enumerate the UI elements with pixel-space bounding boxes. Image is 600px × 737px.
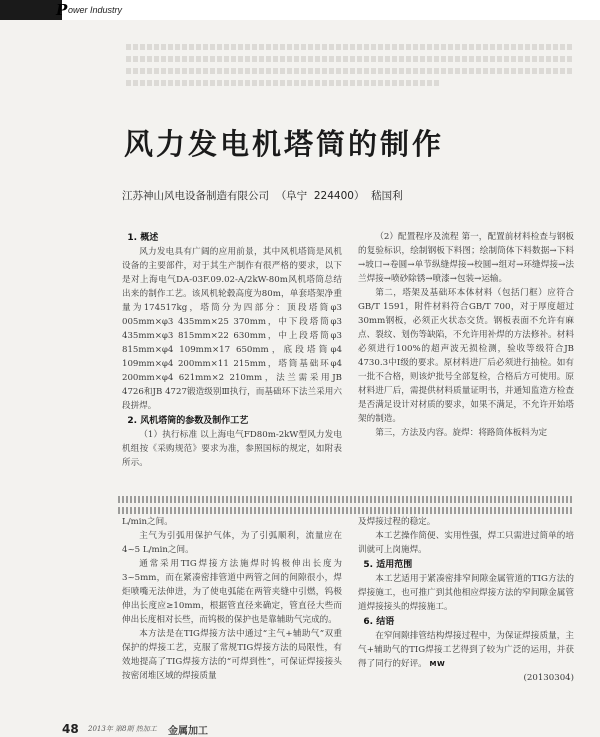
paragraph-tig-electrode: 通常采用TIG焊接方法施焊时钨极伸出长度为3~5mm，而在紧凑密排管道中两管之间的间隙很小，焊炬喷嘴无法伸进，为了使电弧能在两管夹缝中引燃，钨极伸出长度应≥10mm，根据管直径来确定，管直径大些而伸出长度相对长些，而钨极的保护也是靠辅助气完成的。 [122, 559, 342, 625]
paragraph-materials: 第二，塔架及基础环本体材料（包括门框）应符合GB/T 1591，附件材料符合GB/T 700，对于厚度超过30mm钢板，必须正火状态交货。钢板表面不允许有麻点、裂纹、划伤等缺陷，不允许用补焊的方法修补。材料必须进行100%的超声波无损检测，验收等级符合JB 4730.3中Ⅰ级的要求。原材料进厂后必须进行抽检。如有一批不合格，则该炉批号全部复检，合格后方可使用。原材料进厂后，需提供材料质量证明书，并通知监造方检查是否满足设计对材质的要求，如果不满足，不允许开始塔架的制造。 [358, 288, 574, 424]
left-column-top [122, 230, 342, 470]
page-number: 48 [62, 722, 79, 736]
left-column-bottom [122, 515, 342, 683]
right-column-bottom [358, 515, 574, 685]
author-location: （阜宁 224400） [275, 190, 365, 202]
paragraph-method-summary: 本方法是在TIG焊接方法中通过“主气+辅助气”双重保护的焊接工艺，克服了常规TIG焊接方法的局限性，有效地提高了TIG焊接方法的“可焊到性”，可保证焊接接头按密闭堆区域的焊接质量 [122, 629, 342, 681]
logo-letter: P [56, 1, 68, 19]
table-border-top [118, 496, 574, 503]
paragraph-method: 第三，方法及内容。旋焊：将路筒体板料为定 [375, 428, 548, 438]
paragraph-overview: 风力发电具有广阔的应用前景，其中风机塔筒是风机设备的主要部件，对于其生产制作有很严格的要求，以下是对上海电气DA-03F.09.02-A/2kW-80m风机塔筒总结出来的制作工艺。该风机轮毂高度为80m，单套塔架净重量为174517kg，塔筒分为四部分：顶段塔筒φ3 005mm×φ3 435mm×25 370mm，中下段塔筒φ3 435mm×φ3 815mm×22 630mm，中上段塔筒φ3 815mm×φ4 109mm×17 650mm，底段塔筒φ4 109mm×φ4 200mm×11 215mm，塔筒基础环φ4 200mm×φ4 621mm×2 210mm，法兰需采用JB 4726和JB 4727锻造级别Ⅲ执行，而基础环下法兰采用六段拼焊。 [122, 247, 342, 411]
article-title: 风力发电机塔筒的制作 [124, 127, 445, 161]
paragraph-conclusion [358, 629, 574, 671]
table-border-bottom [118, 507, 574, 514]
issue-info: 2013年 第8期 热加工 [88, 725, 157, 733]
magazine-logo-block [0, 0, 68, 20]
author-affiliation: 江苏神山风电设备制造有限公司 [122, 190, 269, 202]
section-heading-5: 5. 适用范围 [363, 560, 413, 570]
section-heading-6: 6. 结语 [363, 617, 395, 627]
paragraph-practicality: 本工艺操作简便、实用性强，焊工只需进过简单的培训就可上岗施焊。 [358, 531, 574, 555]
bleed-through-texture [126, 38, 574, 102]
byline [122, 188, 403, 203]
end-mark: MW [429, 660, 446, 668]
paragraph-scope: 本工艺适用于紧凑密排窄间隙金属管道的TIG方法的焊接施工，也可推广到其他相应焊接方法的窄间隙金属管道焊接接头的焊接施工。 [358, 574, 574, 612]
paragraph-stability-cont: 及焊接过程的稳定。 [358, 517, 436, 527]
received-date: (20130304) [523, 673, 574, 683]
section-heading-2: 2. 风机塔筒的参数及制作工艺 [127, 416, 249, 426]
paragraph-main-gas: 主气为引弧用保护气体，为了引弧顺利，流量应在4~5 L/min之间。 [122, 531, 342, 555]
conclusion-text: 在窄间隙排管结构焊接过程中，为保证焊接质量，主气+辅助气的TIG焊接工艺得到了较为广泛的运用，并获得了同行的好评。 [358, 631, 574, 669]
section-label: ower Industry [68, 5, 123, 15]
paragraph-flow-cont: L/min之间。 [122, 517, 173, 527]
paragraph-procedure: （2）配置程序及流程 第一，配置前材料检查与钢板的复验标识，绘制钢板下料图；绘制筒体下料数据→下料→坡口→卷圆→单节纵缝焊接→校圆→组对→环缝焊接→法兰焊接→喷砂除锈→喷漆→包装→运输。 [358, 232, 574, 284]
author-name: 嵇国利 [371, 190, 403, 202]
magazine-name: 金属加工 [168, 726, 208, 737]
paragraph-standard: （1）执行标准 以上海电气FD80m-2kW型风力发电机组按《采购规范》要求为准，参照国标的规定，如附表所示。 [122, 430, 342, 468]
right-column-top [358, 230, 574, 440]
section-heading-1: 1. 概述 [127, 233, 159, 243]
